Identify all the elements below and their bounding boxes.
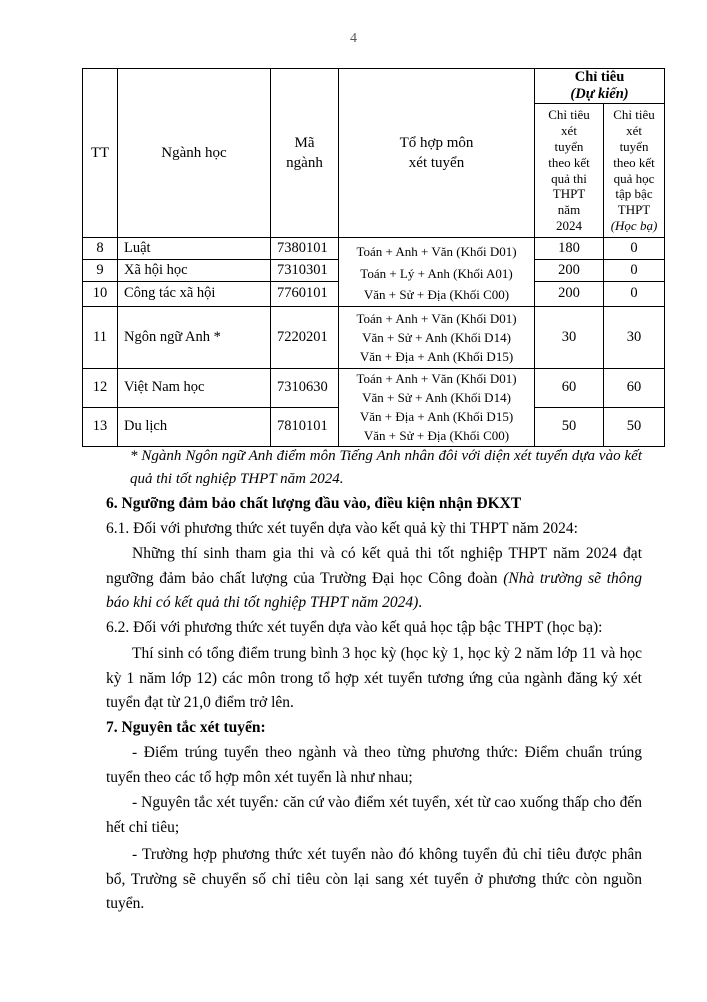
row-code: 7220201 bbox=[271, 306, 339, 368]
row-major: Du lịch bbox=[118, 407, 271, 446]
subheader-line: xét bbox=[561, 123, 577, 139]
row-major: Ngôn ngữ Anh * bbox=[118, 306, 271, 368]
row-code: 7310301 bbox=[271, 260, 339, 282]
section7-item-2-colon: : bbox=[273, 794, 279, 811]
row-quota-hocba: 0 bbox=[604, 282, 665, 306]
row-major: Luật bbox=[118, 238, 271, 260]
row-code: 7380101 bbox=[271, 238, 339, 260]
row-quota-hocba: 0 bbox=[604, 238, 665, 260]
table-row bbox=[83, 238, 665, 260]
section61-end: . bbox=[418, 594, 423, 611]
table-footnote: * Ngành Ngôn ngữ Anh điểm môn Tiếng Anh nhân đôi với diện xét tuyển dựa vào kết quả thi tốt nghiệp THPT năm 2024. bbox=[130, 448, 642, 487]
row-quota-hocba: 30 bbox=[604, 306, 665, 368]
row-quota-thpt: 200 bbox=[535, 260, 604, 282]
subheader-line: theo kết bbox=[548, 154, 590, 170]
header-major: Ngành học bbox=[118, 69, 271, 238]
header-code-line1: Mã bbox=[294, 135, 315, 151]
row-combo-group-2 bbox=[339, 306, 535, 368]
subheader-line: THPT bbox=[552, 186, 586, 202]
row-tt: 12 bbox=[83, 368, 118, 407]
section7-item-2 bbox=[106, 791, 642, 840]
header-quota-note: (Dự kiến) bbox=[570, 86, 629, 102]
subheader-line-italic: (Học bạ) bbox=[610, 217, 658, 233]
section62-body: Thí sinh có tổng điểm trung bình 3 học kỳ (học kỳ 1, học kỳ 2 năm lớp 11 và học kỳ 1 năm lớp 12) các môn trong tổ hợp xét tuyển tương ứng của ngành đăng ký xét tuyển đạt từ 21,0 điểm trở lên. bbox=[106, 645, 642, 711]
header-combo bbox=[339, 69, 535, 238]
row-major: Công tác xã hội bbox=[118, 282, 271, 306]
combo-line: Toán + Anh + Văn (Khối D01) bbox=[356, 244, 517, 259]
section7-item-1: - Điểm trúng tuyển theo ngành và theo từng phương thức: Điểm chuẩn trúng tuyển theo các tổ hợp môn xét tuyển là như nhau; bbox=[106, 744, 642, 786]
subheader-line: Chỉ tiêu bbox=[613, 107, 655, 123]
row-quota-thpt: 30 bbox=[535, 306, 604, 368]
table-header-row bbox=[83, 69, 665, 104]
subheader-line: quả thi bbox=[551, 170, 587, 186]
row-tt: 11 bbox=[83, 306, 118, 368]
header-code bbox=[271, 69, 339, 238]
subheader-line: tập bậc bbox=[615, 186, 653, 202]
subheader-line: THPT bbox=[617, 202, 651, 218]
section61-title: 6.1. Đối với phương thức xét tuyển dựa vào kết quả kỳ thi THPT năm 2024: bbox=[106, 520, 578, 537]
row-code: 7310630 bbox=[271, 368, 339, 407]
combo-line: Toán + Anh + Văn (Khối D01) bbox=[356, 371, 517, 386]
header-quota-hocba bbox=[604, 104, 665, 238]
subheader-line: tuyển bbox=[554, 138, 584, 154]
row-code: 7760101 bbox=[271, 282, 339, 306]
header-code-line2: ngành bbox=[286, 155, 323, 171]
combo-line: Văn + Sử + Địa (Khối C00) bbox=[363, 287, 510, 302]
row-combo-group-3 bbox=[339, 368, 535, 446]
section61-body-text: Những thí sinh tham gia thi và có kết quả thi tốt nghiệp THPT năm 2024 đạt ngưỡng đảm bảo chất lượng của Trường Đại học Công đoàn bbox=[106, 545, 642, 587]
subheader-line: năm bbox=[557, 202, 581, 218]
section6-heading: 6. Ngưỡng đảm bảo chất lượng đầu vào, điều kiện nhận ĐKXT bbox=[106, 495, 522, 512]
page-number: 4 bbox=[350, 31, 357, 46]
section62-title: 6.2. Đối với phương thức xét tuyển dựa vào kết quả học tập bậc THPT (học bạ): bbox=[106, 619, 603, 636]
subheader-line: 2024 bbox=[556, 217, 582, 233]
row-quota-hocba: 0 bbox=[604, 260, 665, 282]
section61-italic-note: (Nhà trường sẽ thông báo khi có kết quả thi tốt nghiệp THPT năm 2024) bbox=[106, 569, 643, 611]
row-major: Việt Nam học bbox=[118, 368, 271, 407]
header-tt: TT bbox=[83, 69, 118, 238]
subheader-line: xét bbox=[626, 123, 642, 139]
row-quota-thpt: 60 bbox=[535, 368, 604, 407]
section7-item-2-prefix: - Nguyên tắc xét tuyển bbox=[132, 794, 274, 811]
row-tt: 10 bbox=[83, 282, 118, 306]
row-combo-group-1 bbox=[339, 238, 535, 307]
combo-line: Văn + Địa + Anh (Khối D15) bbox=[359, 409, 514, 424]
section7-item-3: - Trường hợp phương thức xét tuyển nào đó không tuyển đủ chỉ tiêu được phân bổ, Trường sẽ chuyển số chỉ tiêu còn lại sang xét tuyển ở phương thức còn nguồn tuyển. bbox=[106, 846, 642, 912]
row-tt: 9 bbox=[83, 260, 118, 282]
table-row bbox=[83, 368, 665, 407]
row-quota-thpt: 180 bbox=[535, 238, 604, 260]
combo-line: Toán + Anh + Văn (Khối D01) bbox=[356, 310, 517, 326]
header-quota-label: Chỉ tiêu bbox=[574, 69, 625, 85]
row-major: Xã hội học bbox=[118, 260, 271, 282]
row-tt: 8 bbox=[83, 238, 118, 260]
row-code: 7810101 bbox=[271, 407, 339, 446]
combo-line: Văn + Sử + Anh (Khối D14) bbox=[362, 390, 511, 405]
admission-quota-table bbox=[82, 68, 665, 447]
row-quota-hocba: 50 bbox=[604, 407, 665, 446]
section7-heading: 7. Nguyên tắc xét tuyển: bbox=[106, 719, 266, 736]
section61-body bbox=[106, 542, 642, 616]
table-row bbox=[83, 306, 665, 368]
header-combo-line1: Tổ hợp môn bbox=[399, 135, 474, 151]
combo-line: Văn + Địa + Anh (Khối D15) bbox=[359, 348, 514, 364]
subheader-line: tuyển bbox=[619, 138, 649, 154]
subheader-line: theo kết bbox=[613, 154, 655, 170]
header-quota bbox=[535, 69, 665, 104]
row-quota-thpt: 50 bbox=[535, 407, 604, 446]
combo-line: Toán + Lý + Anh (Khối A01) bbox=[360, 265, 513, 281]
header-combo-line2: xét tuyển bbox=[408, 155, 465, 171]
combo-line: Văn + Sử + Địa (Khối C00) bbox=[363, 428, 510, 443]
subheader-line: Chỉ tiêu bbox=[548, 107, 590, 123]
row-quota-thpt: 200 bbox=[535, 282, 604, 306]
row-quota-hocba: 60 bbox=[604, 368, 665, 407]
section7-item-2-rest: căn cứ vào điểm xét tuyển, xét từ cao xuống thấp cho đến hết chỉ tiêu; bbox=[106, 794, 642, 836]
subheader-line: quả học bbox=[613, 170, 655, 186]
combo-line: Văn + Sử + Anh (Khối D14) bbox=[362, 329, 511, 345]
header-quota-thpt bbox=[535, 104, 604, 238]
row-tt: 13 bbox=[83, 407, 118, 446]
